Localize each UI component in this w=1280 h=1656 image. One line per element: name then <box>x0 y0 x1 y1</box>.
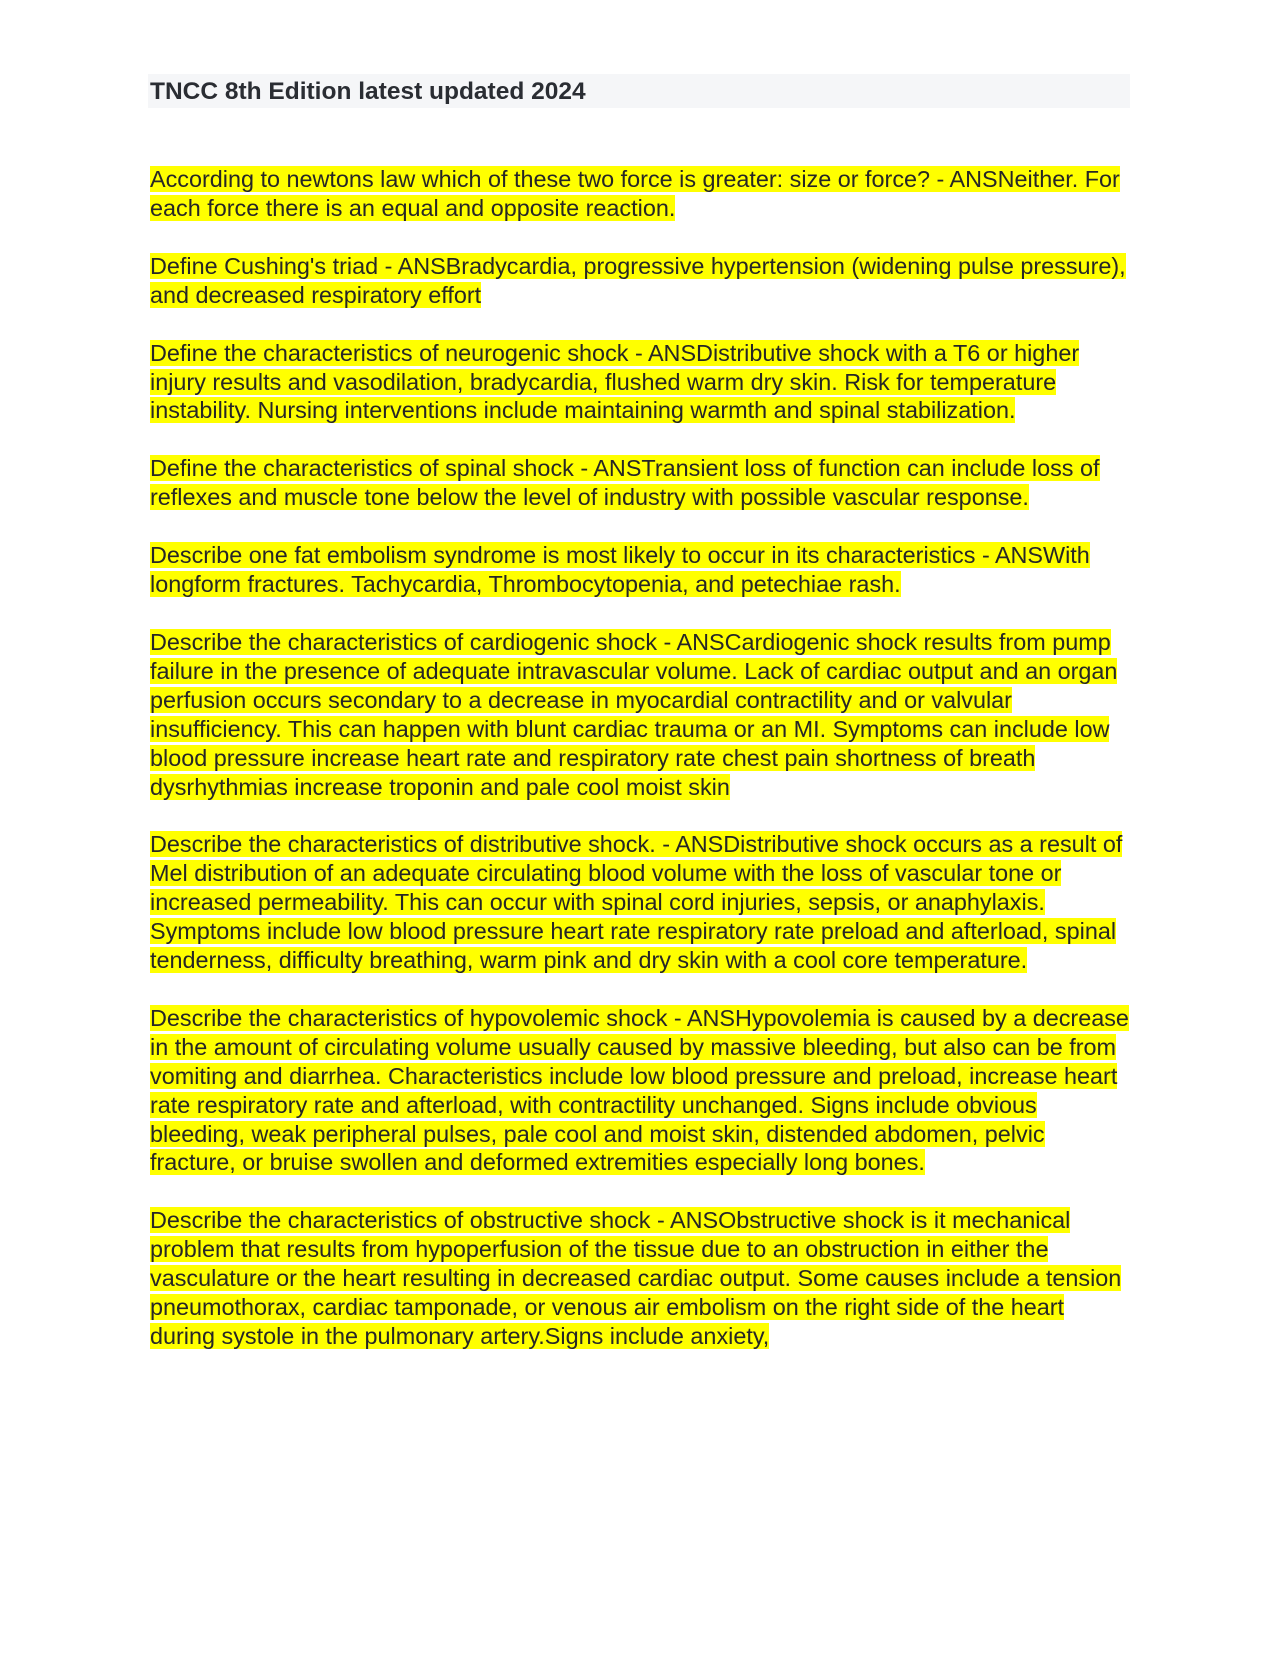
highlighted-text: Describe the characteristics of hypovolemic shock - ANSHypovolemia is caused by a decrease in the amount of circulating volume usually caused by massive bleeding, but also can be from vomiting and diarrhea. Characteristics include low blood pressure and preload, increase heart rate respiratory rate and afterload, with contractility unchanged. Signs include obvious bleeding, weak peripheral pulses, pale cool and moist skin, distended abdomen, pelvic fracture, or bruise swollen and deformed extremities especially long bones. <box>150 1004 1129 1176</box>
title-bar <box>148 74 1130 108</box>
qa-entry <box>150 454 1130 512</box>
highlighted-text: Describe the characteristics of obstructive shock - ANSObstructive shock is it mechanical problem that results from hypoperfusion of the tissue due to an obstruction in either the vasculature or the heart resulting in decreased cardiac output. Some causes include a tension pneumothorax, cardiac tamponade, or venous air embolism on the right side of the heart during systole in the pulmonary artery.Signs include anxiety, <box>150 1207 1122 1349</box>
highlighted-text: Describe the characteristics of cardiogenic shock - ANSCardiogenic shock results from pump failure in the presence of adequate intravascular volume. Lack of cardiac output and an organ perfusion occurs secondary to a decrease in myocardial contractility and or valvular insufficiency. This can happen with blunt cardiac trauma or an MI. Symptoms can include low blood pressure increase heart rate and respiratory rate chest pain shortness of breath dysrhythmias increase troponin and pale cool moist skin <box>150 628 1118 800</box>
document-title: TNCC 8th Edition latest updated 2024 <box>150 78 586 105</box>
highlighted-text: Describe the characteristics of distributive shock. - ANSDistributive shock occurs as a result of Mel distribution of an adequate circulating blood volume with the loss of vascular tone or increased permeability. This can occur with spinal cord injuries, sepsis, or anaphylaxis. Symptoms include low blood pressure heart rate respiratory rate preload and afterload, spinal tenderness, difficulty breathing, warm pink and dry skin with a cool core temperature. <box>150 831 1123 974</box>
highlighted-text: According to newtons law which of these two force is greater: size or force? - ANSNeither. For each force there is an equal and opposite reaction. <box>150 166 1120 221</box>
highlighted-text: Describe one fat embolism syndrome is most likely to occur in its characteristics - ANSWith longform fractures. Tachycardia, Thrombocytopenia, and petechiae rash. <box>150 542 1090 598</box>
qa-entry <box>150 339 1130 426</box>
qa-entry <box>150 628 1130 801</box>
document-page <box>148 74 1130 1380</box>
qa-entry <box>150 830 1130 975</box>
qa-entry <box>150 1004 1130 1177</box>
highlighted-text: Define the characteristics of neurogenic shock - ANSDistributive shock with a T6 or higher injury results and vasodilation, bradycardia, flushed warm dry skin. Risk for temperature instability. Nursing interventions include maintaining warmth and spinal stabilization. <box>150 339 1080 424</box>
document-body <box>148 165 1130 1351</box>
qa-entry <box>150 1206 1130 1351</box>
highlighted-text: Define Cushing's triad - ANSBradycardia, progressive hypertension (widening pulse pressure), and decreased respiratory effort <box>150 252 1126 308</box>
qa-entry <box>150 252 1130 310</box>
highlighted-text: Define the characteristics of spinal shock - ANSTransient loss of function can include loss of reflexes and muscle tone below the level of industry with possible vascular response. <box>150 455 1100 511</box>
qa-entry <box>150 165 1130 223</box>
qa-entry <box>150 541 1130 599</box>
